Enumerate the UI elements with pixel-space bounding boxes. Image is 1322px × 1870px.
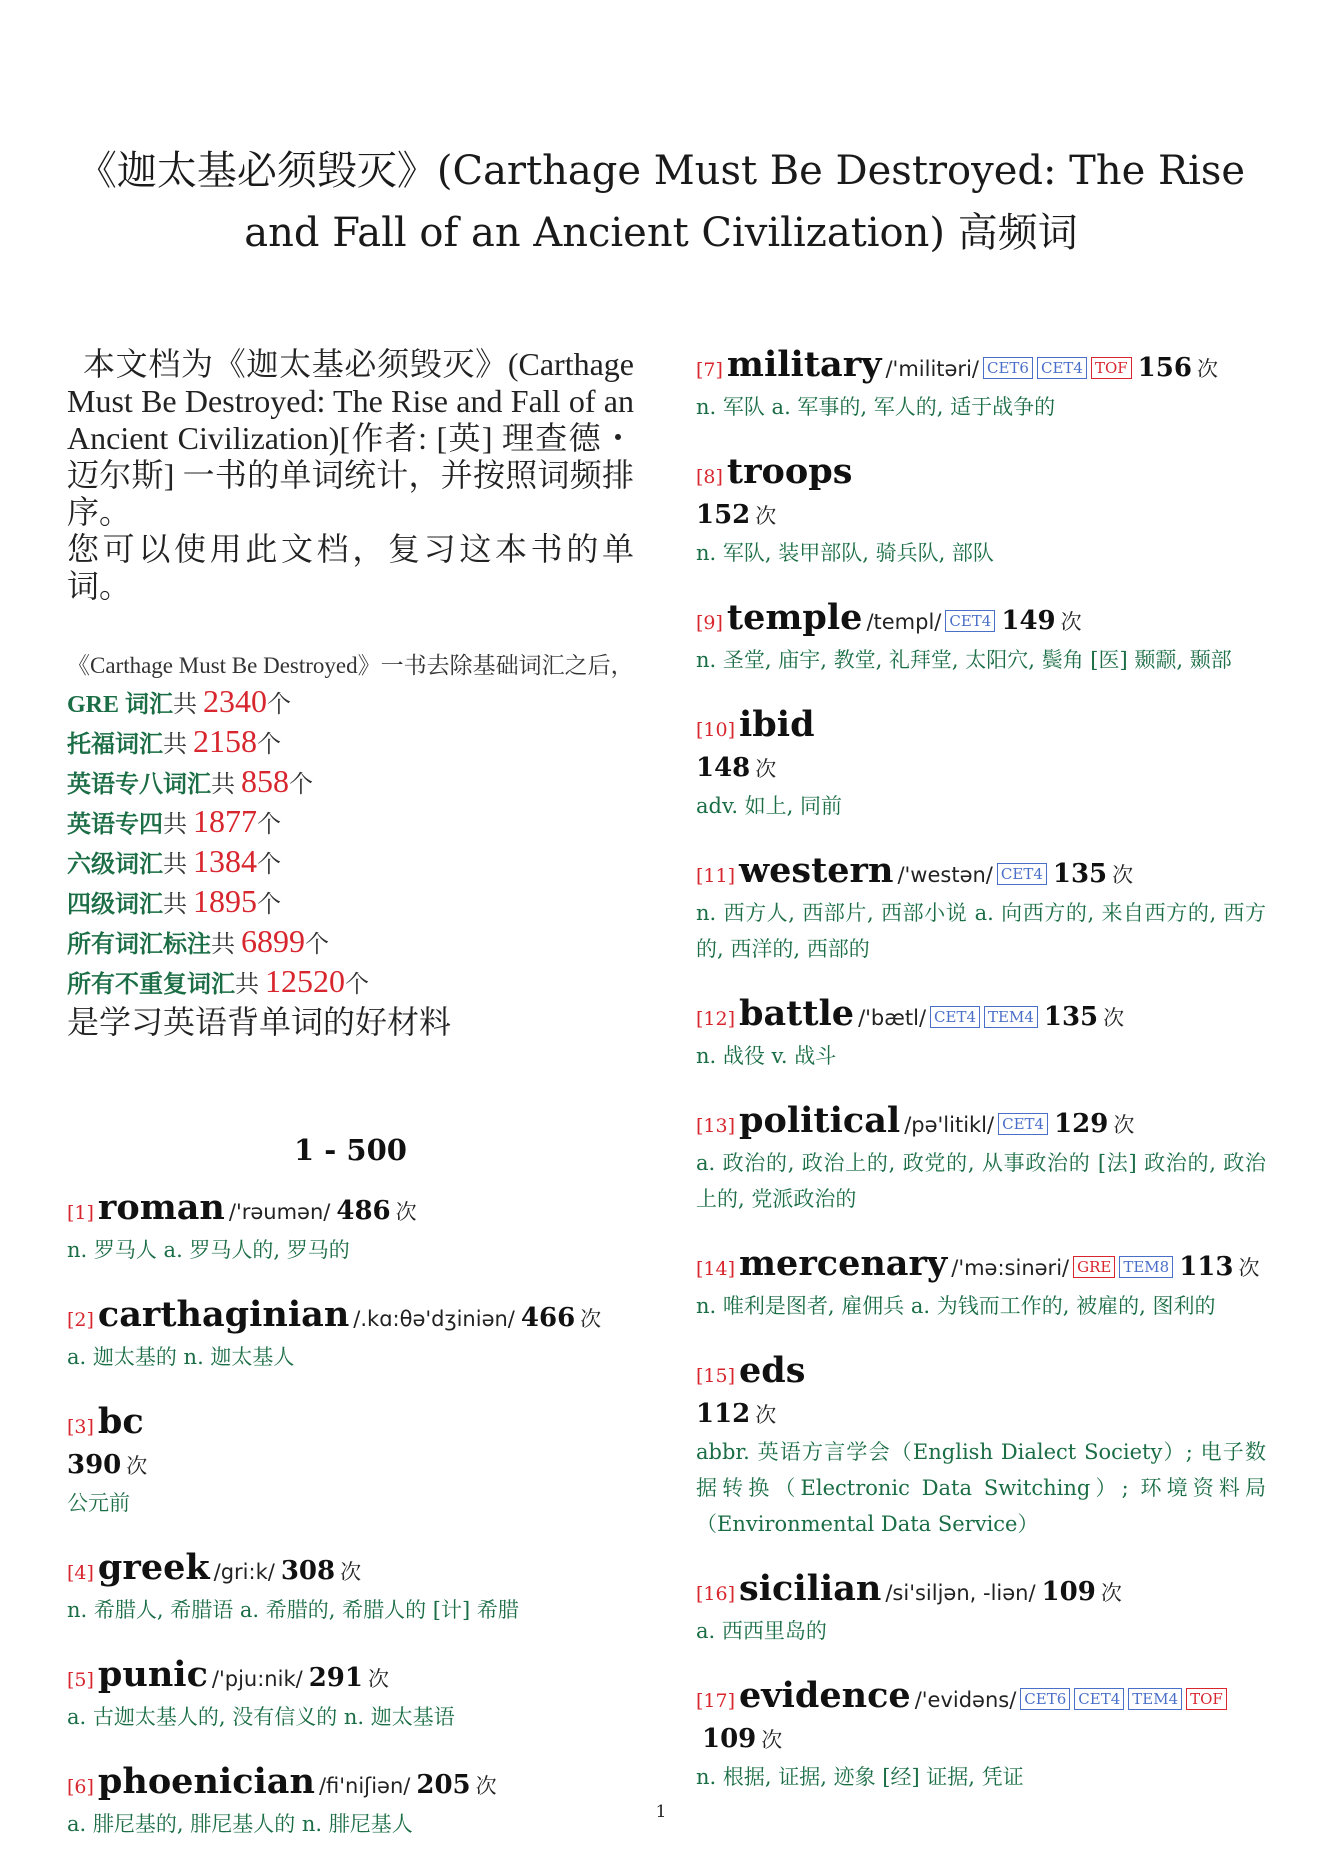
entry-definition: n. 战役 v. 战斗	[696, 1044, 837, 1068]
exam-tag: TOF	[1091, 357, 1132, 379]
stat-line	[67, 803, 634, 843]
entry-word: bc	[97, 1401, 144, 1442]
entry-definition: n. 唯利是图者, 雇佣兵 a. 为钱而工作的, 被雇的, 图利的	[696, 1294, 1216, 1318]
entry-index: [13]	[696, 1115, 736, 1137]
entry-count: 109	[1041, 1577, 1096, 1607]
entry-head	[696, 706, 1266, 749]
entry-head	[67, 1656, 634, 1699]
exam-tags	[979, 356, 1132, 382]
vocab-entry	[696, 1245, 1266, 1324]
vocab-entry	[67, 1296, 634, 1375]
stat-unit: 个	[267, 692, 292, 718]
entry-index: [15]	[696, 1365, 736, 1387]
entry-count-unit: 次	[1238, 1256, 1260, 1280]
entry-index: [9]	[696, 612, 723, 634]
exam-tag: TEM4	[984, 1006, 1038, 1028]
stat-connector: 共	[173, 692, 204, 718]
exam-tags	[926, 1005, 1038, 1031]
entry-count-unit: 次	[1196, 357, 1218, 381]
stat-line	[67, 843, 634, 883]
exam-tag: GRE	[1073, 1256, 1115, 1278]
entry-count: 466	[520, 1303, 576, 1333]
entry-definition: a. 古迦太基人的, 没有信义的 n. 迦太基语	[67, 1705, 455, 1729]
entry-index: [10]	[696, 719, 736, 741]
entry-count: 113	[1179, 1252, 1234, 1282]
entry-count: 149	[1001, 606, 1056, 636]
vocab-entry	[696, 453, 1266, 571]
entry-index: [6]	[67, 1776, 94, 1798]
vocab-entry	[67, 1656, 634, 1735]
stat-line	[67, 723, 634, 763]
entry-count-unit: 次	[1112, 863, 1134, 887]
entry-count-unit: 次	[755, 504, 777, 528]
entry-count-unit: 次	[1113, 1113, 1135, 1137]
entry-definition: a. 西西里岛的	[696, 1619, 827, 1643]
entry-count-line	[696, 496, 1266, 535]
exam-tags	[993, 862, 1047, 888]
entry-word: eds	[739, 1350, 806, 1391]
entry-phonetic: /'bætl/	[858, 1006, 927, 1030]
entry-word: temple	[726, 597, 863, 638]
entry-head	[696, 599, 1266, 642]
entry-head	[696, 1352, 1266, 1395]
entry-word: western	[739, 850, 894, 891]
vocab-entry	[696, 995, 1266, 1074]
entry-word: troops	[726, 451, 853, 492]
exam-tag: CET4	[1074, 1688, 1124, 1710]
exam-tags	[1069, 1255, 1173, 1281]
stat-label: 六级词汇	[67, 852, 163, 878]
entry-phonetic: /'evidəns/	[914, 1688, 1017, 1712]
entry-phonetic: /si'siljən, -liən/	[885, 1581, 1036, 1605]
stat-line	[67, 963, 634, 1003]
vocab-entry	[696, 1102, 1266, 1217]
stat-unit: 个	[345, 972, 369, 998]
stats-list	[67, 683, 634, 1003]
entry-count: 156	[1137, 353, 1192, 383]
entry-count: 112	[696, 1399, 751, 1429]
entry-phonetic: /'westən/	[897, 863, 993, 887]
entry-definition: n. 军队, 装甲部队, 骑兵队, 部队	[696, 541, 994, 565]
entry-index: [8]	[696, 466, 723, 488]
exam-tag: TEM4	[1128, 1688, 1182, 1710]
intro-paragraph-1: 本文档为《迦太基必须毁灭》(Carthage Must Be Destroyed: The Rise and Fall of an Ancient Civilization)[作者: [英] 理查德・迈尔斯] 一书的单词统计，并按照词频排序。	[67, 346, 634, 530]
entry-definition: a. 迦太基的 n. 迦太基人	[67, 1345, 295, 1369]
left-column	[67, 346, 634, 1870]
exam-tag: CET6	[1020, 1688, 1070, 1710]
stat-line	[67, 683, 634, 723]
stat-unit: 个	[289, 772, 313, 798]
vocab-entry	[696, 1677, 1266, 1795]
vocab-entry	[67, 1403, 634, 1521]
right-column	[696, 346, 1266, 1823]
stat-label: 英语专八词汇	[67, 772, 211, 798]
entry-word: ibid	[739, 704, 815, 745]
entry-word: battle	[739, 993, 855, 1034]
stat-label: 英语专四	[67, 812, 163, 838]
entry-count-unit: 次	[580, 1307, 602, 1331]
entry-head	[696, 453, 1266, 496]
exam-tag: TEM8	[1119, 1256, 1173, 1278]
entry-word: mercenary	[739, 1243, 948, 1284]
entry-index: [7]	[696, 359, 723, 381]
entry-index: [16]	[696, 1583, 736, 1605]
intro-text	[67, 346, 634, 605]
exam-tags	[994, 1112, 1048, 1138]
document-title: 《迦太基必须毁灭》(Carthage Must Be Destroyed: The Rise and Fall of an Ancient Civilization) 高频词	[76, 148, 1246, 256]
stat-label: 所有不重复词汇	[67, 972, 235, 998]
entry-count-unit: 次	[367, 1667, 389, 1691]
stat-line	[67, 923, 634, 963]
entry-definition: n. 圣堂, 庙宇, 教堂, 礼拜堂, 太阳穴, 鬓角 [医] 颞颥, 颞部	[696, 648, 1232, 672]
entry-index: [2]	[67, 1309, 94, 1331]
entry-index: [14]	[696, 1258, 736, 1280]
entry-count-unit: 次	[340, 1560, 362, 1584]
stat-unit: 个	[305, 932, 329, 958]
stat-value: 12520	[265, 963, 345, 999]
entry-count: 308	[280, 1556, 336, 1586]
stats-closing: 是学习英语背单词的好材料	[67, 1004, 452, 1040]
stat-value: 1877	[193, 803, 257, 839]
stat-connector: 共	[211, 932, 241, 958]
entry-list-left	[67, 1189, 634, 1842]
entry-count: 205	[416, 1770, 471, 1800]
entry-definition: 公元前	[67, 1491, 130, 1515]
entry-index: [12]	[696, 1008, 736, 1030]
entry-head	[67, 1189, 634, 1232]
entry-definition: n. 希腊人, 希腊语 a. 希腊的, 希腊人的 [计] 希腊	[67, 1598, 519, 1622]
intro-paragraph-2: 您可以使用此文档，复习这本书的单词。	[67, 531, 634, 604]
entry-definition: n. 根据, 证据, 迹象 [经] 证据, 凭证	[696, 1765, 1024, 1789]
entry-head	[696, 1245, 1266, 1288]
stat-value: 858	[241, 763, 289, 799]
section-heading: 1 - 500	[294, 1133, 407, 1167]
entry-definition: a. 政治的, 政治上的, 政党的, 从事政治的 [法] 政治的, 政治上的, 党派政治的	[696, 1151, 1266, 1211]
stat-label: 所有词汇标注	[67, 932, 211, 958]
stat-unit: 个	[257, 812, 281, 838]
entry-index: [11]	[696, 865, 736, 887]
entry-word: evidence	[739, 1675, 911, 1716]
stat-value: 2158	[193, 723, 257, 759]
vocabulary-stats	[67, 648, 634, 1041]
entry-phonetic: /'mə:sinəri/	[951, 1256, 1070, 1280]
entry-count-unit: 次	[761, 1728, 783, 1752]
entry-word: sicilian	[739, 1568, 882, 1609]
entry-count: 390	[67, 1450, 122, 1480]
exam-tag: CET4	[998, 1113, 1048, 1135]
entry-phonetic: /'militəri/	[885, 357, 979, 381]
stat-connector: 共	[163, 732, 193, 758]
entry-count: 152	[696, 500, 751, 530]
stat-label: 四级词汇	[67, 892, 163, 918]
entry-definition: abbr. 英语方言学会（English Dialect Society）; 电子数据转换（Electronic Data Switching）; 环境资料局（Environmental Data Service）	[696, 1440, 1266, 1536]
entry-phonetic: /'rəumən/	[228, 1200, 331, 1224]
vocab-entry	[696, 346, 1266, 425]
entry-word: phoenician	[97, 1761, 315, 1802]
entry-phonetic: /templ/	[866, 610, 942, 634]
entry-head	[67, 1549, 634, 1592]
stat-value: 2340	[203, 683, 268, 719]
entry-head	[696, 1677, 1266, 1759]
vocab-entry	[696, 706, 1266, 824]
entry-index: [1]	[67, 1202, 94, 1224]
stat-label: GRE 词汇	[67, 692, 174, 718]
stat-line	[67, 883, 634, 923]
entry-count-unit: 次	[1060, 610, 1082, 634]
stat-value: 6899	[241, 923, 305, 959]
entry-count-unit: 次	[475, 1774, 497, 1798]
vocab-entry	[696, 1352, 1266, 1542]
vocab-entry	[696, 852, 1266, 967]
entry-phonetic: /pə'litikl/	[904, 1113, 995, 1137]
entry-head	[696, 346, 1266, 389]
entry-phonetic: /gri:k/	[213, 1560, 275, 1584]
entry-definition: n. 西方人, 西部片, 西部小说 a. 向西方的, 来自西方的, 西方的, 西洋的, 西部的	[696, 901, 1266, 961]
entry-word: carthaginian	[97, 1294, 350, 1335]
entry-word: greek	[97, 1547, 210, 1588]
exam-tag: CET4	[997, 863, 1047, 885]
entry-definition: n. 罗马人 a. 罗马人的, 罗马的	[67, 1238, 350, 1262]
entry-definition: a. 腓尼基的, 腓尼基人的 n. 腓尼基人	[67, 1812, 413, 1836]
entry-head	[696, 995, 1266, 1038]
entry-word: punic	[97, 1654, 208, 1695]
entry-index: [3]	[67, 1416, 94, 1438]
entry-head	[67, 1403, 634, 1446]
entry-head	[67, 1763, 634, 1806]
entry-list-right	[696, 346, 1266, 1795]
page-number: 1	[655, 1802, 667, 1822]
entry-phonetic: /.kɑ:θə'dʒiniən/	[353, 1307, 515, 1331]
entry-count-unit: 次	[755, 757, 777, 781]
vocab-entry	[696, 1570, 1266, 1649]
stat-connector: 共	[235, 972, 265, 998]
stat-unit: 个	[257, 732, 281, 758]
stat-line	[67, 763, 634, 803]
entry-count: 135	[1052, 859, 1108, 889]
entry-phonetic: /fi'niʃiən/	[318, 1774, 411, 1798]
stat-unit: 个	[257, 852, 281, 878]
entry-count-unit: 次	[126, 1454, 148, 1478]
entry-head	[696, 852, 1266, 895]
stat-connector: 共	[211, 772, 241, 798]
entry-definition: n. 军队 a. 军事的, 军人的, 适于战争的	[696, 395, 1056, 419]
entry-count: 291	[308, 1663, 363, 1693]
exam-tag: CET4	[945, 610, 995, 632]
entry-definition: adv. 如上, 同前	[696, 794, 843, 818]
entry-count: 129	[1054, 1109, 1109, 1139]
entry-count: 109	[702, 1724, 757, 1754]
entry-count: 486	[336, 1196, 391, 1226]
entry-index: [4]	[67, 1562, 94, 1584]
exam-tag: CET4	[930, 1006, 980, 1028]
entry-count: 135	[1043, 1002, 1099, 1032]
entry-count-line	[696, 1395, 1266, 1434]
exam-tag: CET6	[983, 357, 1033, 379]
entry-head	[696, 1570, 1266, 1613]
entry-count: 148	[696, 753, 751, 783]
entry-count-unit: 次	[395, 1200, 417, 1224]
stat-value: 1384	[193, 843, 257, 879]
entry-word: military	[726, 344, 882, 385]
stat-connector: 共	[163, 812, 193, 838]
entry-count-line	[696, 749, 1266, 788]
stat-label: 托福词汇	[67, 732, 163, 758]
entry-head	[696, 1102, 1266, 1145]
stat-value: 1895	[193, 883, 257, 919]
entry-word: political	[739, 1100, 901, 1141]
entry-phonetic: /'pju:nik/	[211, 1667, 303, 1691]
entry-count-unit: 次	[755, 1403, 777, 1427]
entry-head	[67, 1296, 634, 1339]
entry-index: [17]	[696, 1690, 736, 1712]
exam-tags	[1016, 1687, 1227, 1713]
entry-count-line	[67, 1446, 634, 1485]
entry-count-unit: 次	[1103, 1006, 1125, 1030]
vocab-entry	[67, 1549, 634, 1628]
entry-count-unit: 次	[1100, 1581, 1122, 1605]
vocab-entry	[67, 1189, 634, 1268]
exam-tag: TOF	[1186, 1688, 1227, 1710]
vocab-entry	[696, 599, 1266, 678]
exam-tag: CET4	[1037, 357, 1087, 379]
stat-unit: 个	[257, 892, 281, 918]
exam-tags	[941, 609, 995, 635]
stats-lead: 《Carthage Must Be Destroyed》一书去除基础词汇之后，	[67, 653, 634, 678]
entry-index: [5]	[67, 1669, 94, 1691]
entry-word: roman	[97, 1187, 225, 1228]
stat-connector: 共	[163, 892, 193, 918]
stat-connector: 共	[163, 852, 193, 878]
